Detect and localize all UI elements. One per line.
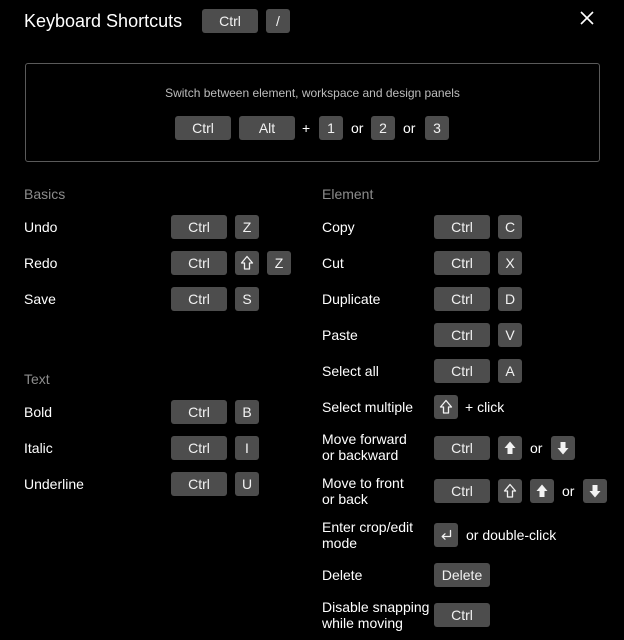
key-ctrl: Ctrl (434, 359, 490, 383)
shortcut-label-move-forward-line2: or backward (322, 447, 399, 463)
section-title-element: Element (322, 186, 374, 202)
close-icon[interactable] (578, 9, 596, 27)
key-c: C (498, 215, 522, 239)
key-ctrl: Ctrl (171, 287, 227, 311)
shortcut-label-save: Save (24, 291, 56, 307)
shortcut-label-move-forward: Move forward (322, 431, 407, 447)
shortcut-label-snapping: Disable snapping (322, 599, 430, 615)
or-text: or (530, 440, 543, 456)
dialog-title: Keyboard Shortcuts (24, 11, 183, 31)
shortcut-label-redo: Redo (24, 255, 58, 271)
key-ctrl: Ctrl (175, 116, 231, 140)
or-text: or (351, 120, 364, 136)
shortcut-label-select-multiple: Select multiple (322, 399, 414, 415)
click-text: + click (465, 399, 505, 415)
key-ctrl: Ctrl (171, 436, 227, 460)
key-z: Z (267, 251, 291, 275)
shortcut-label-copy: Copy (322, 219, 355, 235)
shortcut-label-duplicate: Duplicate (322, 291, 381, 307)
key-ctrl: Ctrl (171, 251, 227, 275)
key-ctrl: Ctrl (434, 323, 490, 347)
plus-sign: + (302, 120, 311, 136)
shift-icon (498, 479, 522, 503)
panel-switch-description: Switch between element, workspace and design panels (165, 86, 460, 100)
key-ctrl: Ctrl (434, 603, 490, 627)
key-delete: Delete (434, 563, 490, 587)
key-ctrl: Ctrl (434, 287, 490, 311)
key-ctrl: Ctrl (202, 9, 258, 33)
shortcut-label-move-front-line2: or back (322, 491, 368, 507)
or-text: or (403, 120, 416, 136)
enter-icon (434, 523, 458, 547)
key-ctrl: Ctrl (434, 251, 490, 275)
shortcut-label-move-front: Move to front (322, 475, 404, 491)
shortcut-label-bold: Bold (24, 404, 53, 420)
double-click-text: or double-click (466, 527, 557, 543)
section-title-basics: Basics (24, 186, 66, 202)
shortcut-label-crop: Enter crop/edit (322, 519, 414, 535)
panel-switch-box (25, 63, 600, 162)
shortcut-label-crop-line2: mode (322, 535, 358, 551)
shift-icon (434, 395, 458, 419)
key-s: S (235, 287, 259, 311)
shift-icon (235, 251, 259, 275)
key-x: X (498, 251, 522, 275)
shortcut-label-select-all: Select all (322, 363, 379, 379)
key-3: 3 (425, 116, 449, 140)
key-i: I (235, 436, 259, 460)
key-d: D (498, 287, 522, 311)
key-ctrl: Ctrl (434, 479, 490, 503)
shortcut-label-snapping-line2: while moving (322, 615, 403, 631)
key-ctrl: Ctrl (434, 436, 490, 460)
key-a: A (498, 359, 522, 383)
shortcut-label-italic: Italic (24, 440, 53, 456)
arrow-up-icon (530, 479, 554, 503)
shortcut-label-paste: Paste (322, 327, 358, 343)
key-ctrl: Ctrl (171, 400, 227, 424)
shortcut-label-delete: Delete (322, 567, 363, 583)
key-ctrl: Ctrl (171, 215, 227, 239)
key-b: B (235, 400, 259, 424)
key-z: Z (235, 215, 259, 239)
arrow-down-icon (583, 479, 607, 503)
key-slash: / (266, 9, 290, 33)
key-2: 2 (371, 116, 395, 140)
key-v: V (498, 323, 522, 347)
key-alt: Alt (239, 116, 295, 140)
or-text: or (562, 483, 575, 499)
key-ctrl: Ctrl (171, 472, 227, 496)
key-u: U (235, 472, 259, 496)
key-ctrl: Ctrl (434, 215, 490, 239)
arrow-down-icon (551, 436, 575, 460)
key-1: 1 (319, 116, 343, 140)
shortcut-label-undo: Undo (24, 219, 58, 235)
shortcut-label-underline: Underline (24, 476, 84, 492)
shortcut-label-cut: Cut (322, 255, 344, 271)
section-title-text: Text (24, 371, 50, 387)
arrow-up-icon (498, 436, 522, 460)
